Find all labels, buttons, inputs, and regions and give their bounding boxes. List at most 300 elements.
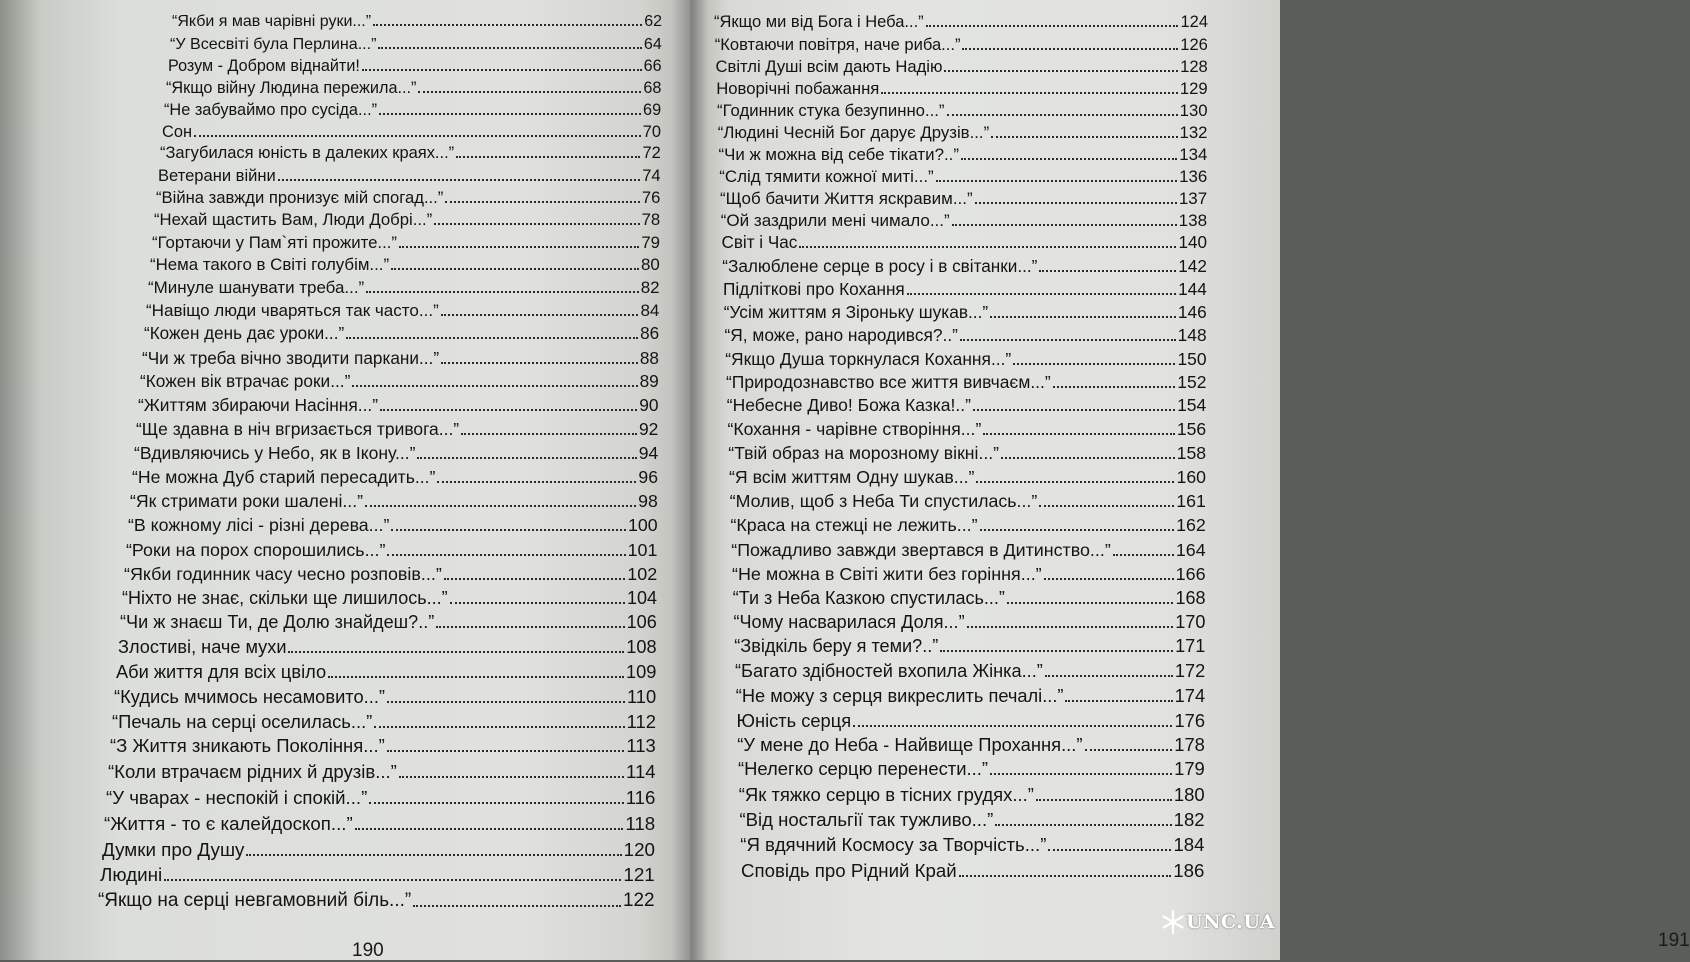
toc-entry-page: 62 bbox=[644, 13, 662, 30]
toc-entry-title: “Якщо Душа торкнулася Кохання...” bbox=[725, 349, 1012, 369]
toc-dot-leader bbox=[1045, 675, 1173, 677]
toc-entry-page: 121 bbox=[623, 864, 655, 885]
toc-dot-leader bbox=[926, 25, 1179, 27]
toc-entry-title: Підліткові про Кохання bbox=[723, 279, 905, 299]
toc-entry-page: 174 bbox=[1174, 685, 1206, 706]
toc-entry-page: 134 bbox=[1179, 145, 1208, 164]
toc-entry-page: 138 bbox=[1178, 211, 1208, 230]
toc-entry bbox=[725, 325, 1207, 346]
toc-dot-leader bbox=[461, 433, 637, 435]
toc-dot-leader bbox=[450, 602, 625, 604]
toc-entry-title: “Як стримати роки шалені...” bbox=[130, 491, 363, 511]
toc-dot-leader bbox=[1065, 700, 1172, 702]
toc-dot-leader bbox=[436, 626, 624, 628]
toc-entry-title: “Годинник стука безупинно...” bbox=[717, 101, 945, 120]
toc-entry-page: 162 bbox=[1176, 515, 1206, 535]
toc-entry-page: 144 bbox=[1178, 279, 1207, 299]
toc-dot-leader bbox=[1039, 505, 1174, 507]
toc-entry-title: “У чварах - неспокій і спокій...” bbox=[106, 787, 368, 808]
toc-dot-leader bbox=[328, 676, 624, 678]
toc-entry-page: 171 bbox=[1175, 636, 1206, 656]
toc-entry-title: “Як тяжко серцю в тісних грудях...” bbox=[738, 784, 1034, 805]
toc-entry-page: 180 bbox=[1173, 784, 1205, 805]
toc-entry bbox=[98, 890, 655, 912]
toc-entry bbox=[732, 564, 1206, 585]
toc-entry-title: “Життям збираючи Насіння...” bbox=[138, 395, 379, 415]
toc-entry bbox=[142, 348, 659, 369]
toc-dot-leader bbox=[194, 135, 641, 137]
toc-entry-title: “Не можна в Світі жити без горіння...” bbox=[732, 564, 1042, 584]
toc-entry-title: “Щоб бачити Життя яскравим...” bbox=[720, 189, 973, 208]
toc-entry-title: “Нехай щастить Вам, Люди Добрі...” bbox=[154, 210, 433, 229]
snowflake-icon bbox=[1160, 909, 1186, 935]
toc-dot-leader bbox=[944, 70, 1178, 72]
toc-entry-page: 129 bbox=[1179, 79, 1208, 98]
toc-dot-leader bbox=[378, 47, 641, 49]
toc-entry-title: “Нелегко серцю перенести...” bbox=[738, 758, 988, 779]
toc-dot-leader bbox=[961, 158, 1177, 160]
watermark bbox=[1160, 905, 1275, 955]
toc-entry-page: 84 bbox=[640, 301, 660, 320]
toc-entry bbox=[156, 188, 660, 208]
toc-dot-leader bbox=[959, 875, 1172, 877]
toc-entry-page: 124 bbox=[1180, 13, 1208, 31]
toc-dot-leader bbox=[1007, 602, 1174, 604]
toc-entry-title: “Кожен вік втрачає роки...” bbox=[140, 371, 351, 391]
toc-dot-leader bbox=[991, 136, 1177, 138]
toc-entry bbox=[112, 711, 656, 733]
toc-entry-page: 64 bbox=[643, 35, 662, 53]
toc-entry-title: Юність серця bbox=[736, 710, 852, 731]
toc-dot-leader bbox=[976, 481, 1174, 483]
left-page bbox=[0, 0, 690, 960]
toc-entry bbox=[739, 784, 1205, 806]
toc-entry-title: “Якби годинник часу чесно розповів...” bbox=[124, 564, 442, 584]
toc-dot-leader bbox=[1113, 554, 1174, 556]
toc-entry-page: 156 bbox=[1176, 419, 1207, 439]
toc-entry-title: Аби життя для всіх цвіло bbox=[116, 661, 327, 682]
toc-entry-title: “Не можна Дуб старий пересадить...” bbox=[132, 467, 436, 487]
toc-entry-page: 72 bbox=[642, 144, 661, 162]
toc-entry-title: “Кохання - чарівне створіння...” bbox=[727, 419, 982, 439]
toc-entry bbox=[731, 540, 1205, 561]
toc-dot-leader bbox=[799, 246, 1176, 248]
toc-entry-page: 110 bbox=[626, 686, 657, 707]
toc-entry-title: Новорічні побажання bbox=[716, 79, 880, 98]
toc-entry bbox=[114, 686, 656, 708]
toc-entry bbox=[723, 279, 1207, 300]
toc-dot-leader bbox=[1001, 457, 1175, 459]
toc-entry bbox=[715, 35, 1208, 55]
toc-dot-leader bbox=[1085, 749, 1173, 751]
toc-dot-leader bbox=[355, 828, 624, 830]
toc-dot-leader bbox=[445, 201, 640, 203]
toc-entry-page: 88 bbox=[639, 348, 659, 368]
toc-entry-title: Розум - Добром віднайти! bbox=[168, 57, 360, 75]
toc-entry-title: “Гортаючи у Пам`яті прожите...” bbox=[152, 233, 397, 252]
toc-entry bbox=[734, 612, 1206, 633]
toc-entry-title: “Людині Чесній Бог дарує Друзів...” bbox=[717, 123, 990, 142]
toc-dot-leader bbox=[379, 113, 641, 115]
toc-entry bbox=[136, 419, 658, 440]
toc-entry bbox=[168, 57, 662, 76]
toc-entry-page: 113 bbox=[626, 735, 656, 756]
toc-entry-title: “Краса на стежці не лежить...” bbox=[730, 515, 978, 535]
toc-dot-leader bbox=[1048, 849, 1171, 851]
toc-entry-title: “Не забуваймо про сусіда...” bbox=[164, 101, 378, 119]
toc-entry-title: “З Життя зникають Покоління...” bbox=[110, 735, 385, 756]
toc-entry bbox=[726, 372, 1206, 393]
toc-entry-title: “Від ностальгії так тужливо...” bbox=[739, 809, 994, 830]
toc-entry bbox=[118, 637, 657, 658]
toc-entry bbox=[719, 145, 1208, 165]
toc-entry bbox=[146, 301, 659, 321]
toc-entry bbox=[110, 735, 656, 757]
toc-entry-page: 168 bbox=[1175, 588, 1206, 608]
toc-entry-page: 98 bbox=[638, 491, 658, 511]
toc-entry bbox=[725, 349, 1206, 370]
toc-entry bbox=[718, 123, 1208, 143]
toc-entry-title: “Звідкіль беру я теми?..” bbox=[734, 636, 939, 656]
toc-dot-leader bbox=[346, 337, 638, 339]
toc-dot-leader bbox=[973, 409, 1175, 411]
toc-dot-leader bbox=[399, 776, 624, 778]
toc-entry bbox=[733, 588, 1206, 609]
toc-dot-leader bbox=[983, 433, 1175, 435]
toc-dot-leader bbox=[418, 91, 641, 93]
toc-dot-leader bbox=[387, 701, 625, 703]
toc-entry bbox=[735, 661, 1205, 682]
toc-dot-leader bbox=[907, 293, 1176, 295]
toc-entry-page: 89 bbox=[639, 371, 659, 391]
toc-entry bbox=[736, 685, 1205, 707]
toc-dot-leader bbox=[380, 409, 637, 411]
toc-entry bbox=[740, 809, 1205, 831]
toc-entry-page: 96 bbox=[638, 467, 658, 487]
toc-dot-leader bbox=[962, 48, 1178, 50]
toc-dot-leader bbox=[1013, 363, 1175, 365]
toc-dot-leader bbox=[980, 529, 1175, 531]
toc-entry bbox=[717, 101, 1208, 121]
toc-entry bbox=[134, 443, 658, 464]
toc-entry-title: “Якщо ми від Бога і Неба...” bbox=[714, 13, 924, 31]
toc-entry bbox=[731, 515, 1206, 536]
toc-entry bbox=[729, 467, 1206, 488]
toc-entry-title: “Коли втрачаєм рідних й друзів...” bbox=[108, 761, 397, 782]
toc-dot-leader bbox=[441, 362, 638, 364]
toc-entry-title: “Я вдячний Космосу за Творчість...” bbox=[740, 834, 1047, 855]
toc-entry-title: “Навіщо люди чваряться так часто...” bbox=[146, 301, 439, 320]
toc-entry bbox=[714, 13, 1208, 32]
toc-entry bbox=[128, 515, 658, 536]
toc-entry bbox=[737, 710, 1206, 732]
toc-entry bbox=[132, 467, 658, 488]
toc-entry-title: Сповідь про Рідний Край bbox=[741, 860, 957, 881]
toc-dot-leader bbox=[1036, 799, 1172, 801]
toc-dot-leader bbox=[952, 224, 1177, 226]
toc-dot-leader bbox=[881, 92, 1178, 94]
toc-entry-page: 148 bbox=[1177, 325, 1207, 345]
toc-dot-leader bbox=[387, 554, 625, 556]
toc-entry bbox=[140, 371, 659, 392]
toc-entry-title: Ветерани війни bbox=[158, 166, 276, 185]
toc-entry-page: 92 bbox=[638, 419, 659, 439]
toc-entry bbox=[728, 419, 1207, 440]
toc-entry-title: “Чи ж знаєш Ти, де Долю знайдеш?..” bbox=[120, 612, 435, 632]
toc-entry-page: 164 bbox=[1175, 540, 1206, 560]
toc-entry-title: “Твій образ на морозному вікні...” bbox=[728, 443, 1000, 463]
toc-entry-title: “У Всесвіті була Перлина...” bbox=[170, 35, 377, 53]
toc-dot-leader bbox=[278, 179, 640, 181]
toc-entry bbox=[738, 758, 1205, 780]
toc-entry-title: “Роки на порох спорошились...” bbox=[126, 540, 386, 560]
toc-dot-leader bbox=[387, 750, 625, 752]
watermark-text: UNC.UA bbox=[1186, 911, 1276, 933]
toc-dot-leader bbox=[365, 505, 636, 507]
toc-dot-leader bbox=[947, 114, 1178, 116]
toc-entry bbox=[170, 35, 662, 54]
toc-entry bbox=[120, 612, 657, 633]
toc-dot-leader bbox=[960, 339, 1176, 341]
toc-entry-title: “Природознавство все життя вивчаєм...” bbox=[726, 372, 1051, 392]
toc-entry-title: “Ще здавна в ніч вгризається тривога...” bbox=[136, 419, 460, 439]
toc-entry-title: “Чи ж можна від себе тікати?..” bbox=[718, 145, 959, 164]
toc-entry-page: 86 bbox=[640, 324, 660, 343]
toc-dot-leader bbox=[369, 802, 623, 804]
toc-entry-page: 70 bbox=[642, 123, 661, 141]
toc-entry bbox=[160, 144, 661, 163]
toc-entry bbox=[144, 324, 659, 344]
toc-entry-page: 126 bbox=[1180, 35, 1208, 54]
toc-entry-title: “У мене до Неба - Найвище Прохання...” bbox=[737, 734, 1083, 755]
toc-entry-page: 106 bbox=[626, 612, 657, 632]
toc-entry-title: “Ніхто не знає, скільки ще лишилось...” bbox=[122, 588, 448, 608]
toc-entry-page: 68 bbox=[643, 79, 662, 97]
toc-entry-title: “Залюблене серце в росу і в світанки...” bbox=[722, 256, 1038, 276]
toc-dot-leader bbox=[434, 223, 639, 225]
toc-entry-page: 108 bbox=[626, 637, 657, 657]
toc-entry-page: 128 bbox=[1180, 57, 1208, 76]
toc-entry-title: “Я, може, рано народився?..” bbox=[724, 325, 958, 345]
toc-entry-title: “Ти з Неба Казкою спустилась...” bbox=[732, 588, 1005, 608]
toc-entry-page: 186 bbox=[1173, 860, 1205, 881]
toc-entry-title: “В кожному лісі - різні дерева...” bbox=[128, 515, 390, 535]
toc-entry bbox=[150, 255, 660, 275]
toc-entry-page: 90 bbox=[639, 395, 659, 415]
toc-entry-title: “Печаль на серці оселилась...” bbox=[112, 711, 373, 732]
toc-entry-title: “Якщо війну Людина пережила...” bbox=[166, 79, 417, 97]
toc-dot-leader bbox=[444, 578, 625, 580]
toc-entry bbox=[734, 636, 1205, 657]
toc-entry-title: Світ і Час bbox=[721, 233, 798, 252]
left-page-number: 190 bbox=[352, 940, 384, 961]
toc-dot-leader bbox=[413, 905, 621, 907]
toc-entry-page: 158 bbox=[1176, 443, 1207, 463]
toc-dot-leader bbox=[391, 268, 639, 270]
toc-entry bbox=[164, 101, 661, 120]
toc-dot-leader bbox=[990, 316, 1176, 318]
toc-entry bbox=[108, 761, 656, 783]
toc-dot-leader bbox=[373, 24, 642, 26]
toc-dot-leader bbox=[967, 626, 1174, 628]
toc-dot-leader bbox=[362, 69, 642, 71]
toc-entry-page: 101 bbox=[627, 540, 658, 560]
toc-entry-page: 154 bbox=[1177, 395, 1207, 415]
toc-entry bbox=[722, 233, 1208, 253]
toc-entry-page: 118 bbox=[625, 813, 656, 834]
toc-dot-leader bbox=[399, 246, 639, 248]
toc-entry-title: Думки про Душу bbox=[102, 839, 245, 860]
toc-entry-page: 132 bbox=[1179, 123, 1208, 142]
toc-entry-page: 76 bbox=[641, 188, 661, 207]
toc-dot-leader bbox=[853, 725, 1172, 727]
toc-entry bbox=[721, 211, 1207, 231]
toc-entry-page: 184 bbox=[1173, 834, 1205, 855]
toc-entry-title: “Чи ж треба вічно зводити паркани...” bbox=[142, 348, 440, 368]
toc-entry-page: 114 bbox=[626, 761, 656, 782]
toc-dot-leader bbox=[441, 314, 639, 316]
toc-entry-page: 109 bbox=[625, 661, 657, 682]
toc-dot-leader bbox=[1053, 386, 1176, 388]
toc-entry bbox=[172, 13, 662, 31]
toc-entry-title: Сон bbox=[162, 123, 193, 141]
toc-entry-page: 146 bbox=[1177, 302, 1207, 322]
toc-entry bbox=[138, 395, 659, 416]
toc-dot-leader bbox=[1039, 270, 1176, 272]
toc-entry-page: 74 bbox=[642, 166, 661, 185]
toc-entry-page: 100 bbox=[627, 515, 658, 535]
toc-entry-page: 79 bbox=[641, 233, 660, 252]
toc-entry-page: 166 bbox=[1175, 564, 1206, 584]
toc-entry-title: Злостиві, наче мухи bbox=[118, 637, 287, 657]
toc-entry bbox=[716, 79, 1207, 99]
toc-entry bbox=[104, 813, 655, 835]
toc-entry bbox=[730, 491, 1206, 512]
toc-entry-title: “Слід тямити кожної миті...” bbox=[719, 167, 934, 186]
toc-entry-title: “Не можу з серця викреслить печалі...” bbox=[735, 685, 1064, 706]
toc-entry-title: “Вдивляючись у Небо, як в Ікону...” bbox=[134, 443, 416, 463]
toc-entry bbox=[166, 79, 661, 98]
toc-entry-page: 161 bbox=[1176, 491, 1206, 511]
toc-entry-title: “Якщо на серці невгамовний біль...” bbox=[98, 890, 412, 911]
toc-entry-page: 170 bbox=[1175, 612, 1206, 632]
toc-entry bbox=[130, 491, 658, 512]
toc-entry-page: 130 bbox=[1179, 101, 1208, 120]
toc-entry-title: “Кожен день дає уроки...” bbox=[144, 324, 345, 343]
toc-entry-title: “Я всім життям Одну шукав...” bbox=[729, 467, 975, 487]
book-gutter bbox=[672, 0, 708, 960]
toc-entry-page: 78 bbox=[641, 210, 661, 229]
toc-entry-page: 116 bbox=[625, 787, 656, 808]
toc-entry-page: 102 bbox=[627, 564, 658, 584]
toc-entry-page: 112 bbox=[626, 711, 656, 732]
toc-entry bbox=[741, 860, 1204, 882]
toc-entry-page: 142 bbox=[1178, 256, 1207, 276]
toc-entry bbox=[106, 787, 655, 809]
toc-entry bbox=[720, 189, 1207, 209]
toc-entry bbox=[722, 256, 1207, 277]
toc-entry bbox=[102, 839, 655, 861]
toc-entry bbox=[122, 588, 657, 609]
toc-entry-page: 179 bbox=[1174, 758, 1205, 779]
toc-entry-title: “Кудись мчимось несамовито...” bbox=[114, 686, 386, 707]
toc-dot-leader bbox=[374, 726, 624, 728]
toc-dot-leader bbox=[288, 651, 624, 653]
toc-entry bbox=[152, 233, 660, 253]
toc-entry bbox=[728, 443, 1206, 464]
toc-entry-title: “Нема такого в Світі голубім...” bbox=[150, 255, 390, 274]
toc-entry-page: 80 bbox=[641, 255, 660, 274]
toc-entry bbox=[162, 123, 661, 142]
toc-entry bbox=[158, 166, 661, 186]
toc-entry-page: 150 bbox=[1177, 349, 1207, 369]
toc-entry-page: 137 bbox=[1178, 189, 1208, 208]
toc-entry-page: 66 bbox=[643, 57, 662, 75]
toc-entry-page: 182 bbox=[1173, 809, 1205, 830]
toc-entry-title: Людині bbox=[100, 864, 163, 885]
toc-dot-leader bbox=[164, 879, 621, 881]
toc-dot-leader bbox=[246, 854, 621, 856]
toc-entry-title: Світлі Душі всім дають Надію bbox=[715, 57, 943, 76]
toc-entry-title: “Життя - то є калейдоскоп...” bbox=[104, 813, 353, 834]
toc-dot-leader bbox=[1044, 578, 1174, 580]
toc-entry-title: “Загубилася юність в далеких краях...” bbox=[160, 144, 455, 162]
toc-entry bbox=[737, 734, 1205, 756]
toc-entry-title: “Усім життям я Зіроньку шукав...” bbox=[723, 302, 989, 322]
toc-entry bbox=[724, 302, 1207, 323]
toc-entry-title: “Минуле шанувати треба...” bbox=[148, 278, 365, 297]
toc-entry-title: “Якби я мав чарівні руки...” bbox=[172, 13, 372, 30]
toc-dot-leader bbox=[391, 529, 626, 531]
toc-entry bbox=[148, 278, 660, 298]
toc-entry-page: 94 bbox=[638, 443, 659, 463]
toc-entry-title: “Пожадливо завжди звертався в Дитинство...” bbox=[731, 540, 1111, 560]
toc-dot-leader bbox=[936, 180, 1177, 182]
toc-entry bbox=[126, 540, 657, 561]
toc-dot-leader bbox=[417, 457, 636, 459]
toc-entry bbox=[716, 57, 1208, 77]
toc-entry bbox=[124, 564, 657, 585]
toc-dot-leader bbox=[456, 156, 640, 158]
toc-entry-page: 104 bbox=[626, 588, 657, 608]
toc-entry-title: “Війна завжди пронизує мій спогад...” bbox=[156, 188, 444, 207]
toc-entry-page: 178 bbox=[1174, 734, 1205, 755]
toc-entry-page: 122 bbox=[622, 890, 655, 911]
toc-entry-page: 120 bbox=[623, 839, 655, 860]
toc-dot-leader bbox=[975, 202, 1177, 204]
toc-dot-leader bbox=[366, 291, 639, 293]
toc-dot-leader bbox=[352, 385, 637, 387]
toc-entry-title: “Небесне Диво! Божа Казка!..” bbox=[726, 395, 971, 415]
toc-dot-leader bbox=[995, 824, 1171, 826]
toc-entry bbox=[154, 210, 660, 230]
toc-entry-title: “Чому насварилася Доля...” bbox=[733, 612, 965, 632]
toc-entry-title: “Ковтаючи повітря, наче риба...” bbox=[714, 35, 961, 54]
toc-entry-title: “Молив, щоб з Неба Ти спустилась...” bbox=[729, 491, 1038, 511]
toc-entry bbox=[100, 864, 655, 886]
toc-entry bbox=[727, 395, 1207, 416]
toc-dot-leader bbox=[437, 481, 636, 483]
toc-entry-page: 140 bbox=[1178, 233, 1207, 252]
toc-entry-page: 172 bbox=[1174, 661, 1206, 681]
toc-entry-page: 160 bbox=[1176, 467, 1206, 487]
toc-entry bbox=[719, 167, 1207, 187]
toc-dot-leader bbox=[940, 650, 1173, 652]
right-page-number: 191 bbox=[1658, 930, 1690, 951]
toc-entry bbox=[740, 834, 1204, 856]
toc-entry-page: 176 bbox=[1174, 710, 1205, 731]
toc-dot-leader bbox=[990, 773, 1172, 775]
